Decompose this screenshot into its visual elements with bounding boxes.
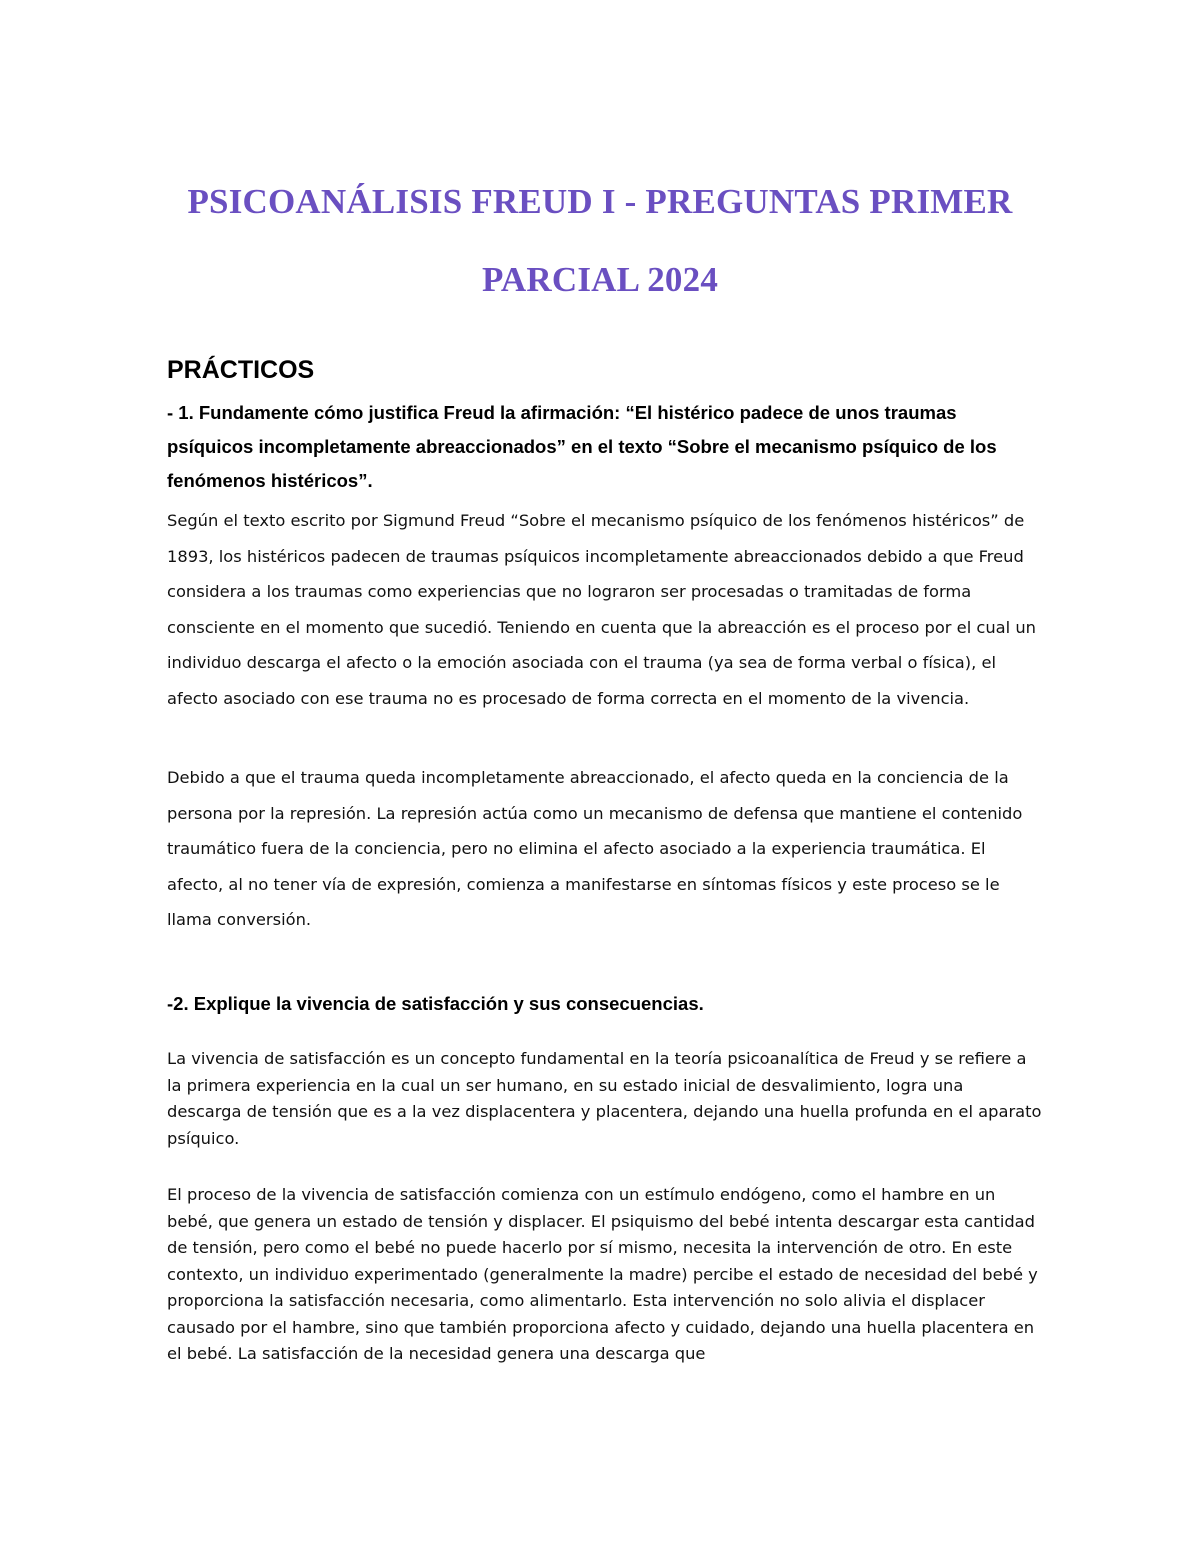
section-heading-practicos: PRÁCTICOS: [167, 356, 315, 384]
question-2: -2. Explique la vivencia de satisfacción y sus consecuencias.: [167, 993, 704, 1014]
answer-1-paragraph-1: Según el texto escrito por Sigmund Freud “Sobre el mecanismo psíquico de los fenómenos histéricos” de 1893, los histéricos padecen de traumas psíquicos incompletamente abreaccionados debido a que Freud considera a los traumas como experiencias que no lograron ser procesadas o tramitadas de forma consciente en el momento que sucedió. Teniendo en cuenta que la abreacción es el proceso por el cual un individuo descarga el afecto o la emoción asociada con el trauma (ya sea de forma verbal o física), el afecto asociado con ese trauma no es procesado de forma correcta en el momento de la vivencia.: [167, 511, 1036, 708]
answer-2-paragraph-1: La vivencia de satisfacción es un concepto fundamental en la teoría psicoanalítica de Freud y se refiere a la primera experiencia en la cual un ser humano, en su estado inicial de desvalimiento, logra una descarga de tensión que es a la vez displacentera y placentera, dejando una huella profunda en el aparato psíquico.: [167, 1049, 1042, 1148]
question-1: - 1. Fundamente cómo justifica Freud la afirmación: “El histérico padece de unos traumas psíquicos incompletamente abreaccionados” en el texto “Sobre el mecanismo psíquico de los fenómenos histéricos”.: [167, 402, 997, 491]
document-title-line-2: PARCIAL 2024: [481, 260, 719, 299]
document-title-line-1: PSICOANÁLISIS FREUD I - PREGUNTAS PRIMER: [187, 182, 1013, 221]
answer-2-paragraph-2: El proceso de la vivencia de satisfacción comienza con un estímulo endógeno, como el hambre en un bebé, que genera un estado de tensión y displacer. El psiquismo del bebé intenta descargar esta cantidad de tensión, pero como el bebé no puede hacerlo por sí mismo, necesita la intervención de otro. En este contexto, un individuo experimentado (generalmente la madre) percibe el estado de necesidad del bebé y proporciona la satisfacción necesaria, como alimentarlo. Esta intervención no solo alivia el displacer causado por el hambre, sino que también proporciona afecto y cuidado, dejando una huella placentera en el bebé. La satisfacción de la necesidad genera una descarga que: [167, 1185, 1038, 1363]
answer-1-paragraph-2: Debido a que el trauma queda incompletamente abreaccionado, el afecto queda en la conciencia de la persona por la represión. La represión actúa como un mecanismo de defensa que mantiene el contenido traumático fuera de la conciencia, pero no elimina el afecto asociado a la experiencia traumática. El afecto, al no tener vía de expresión, comienza a manifestarse en síntomas físicos y este proceso se le llama conversión.: [167, 768, 1023, 929]
